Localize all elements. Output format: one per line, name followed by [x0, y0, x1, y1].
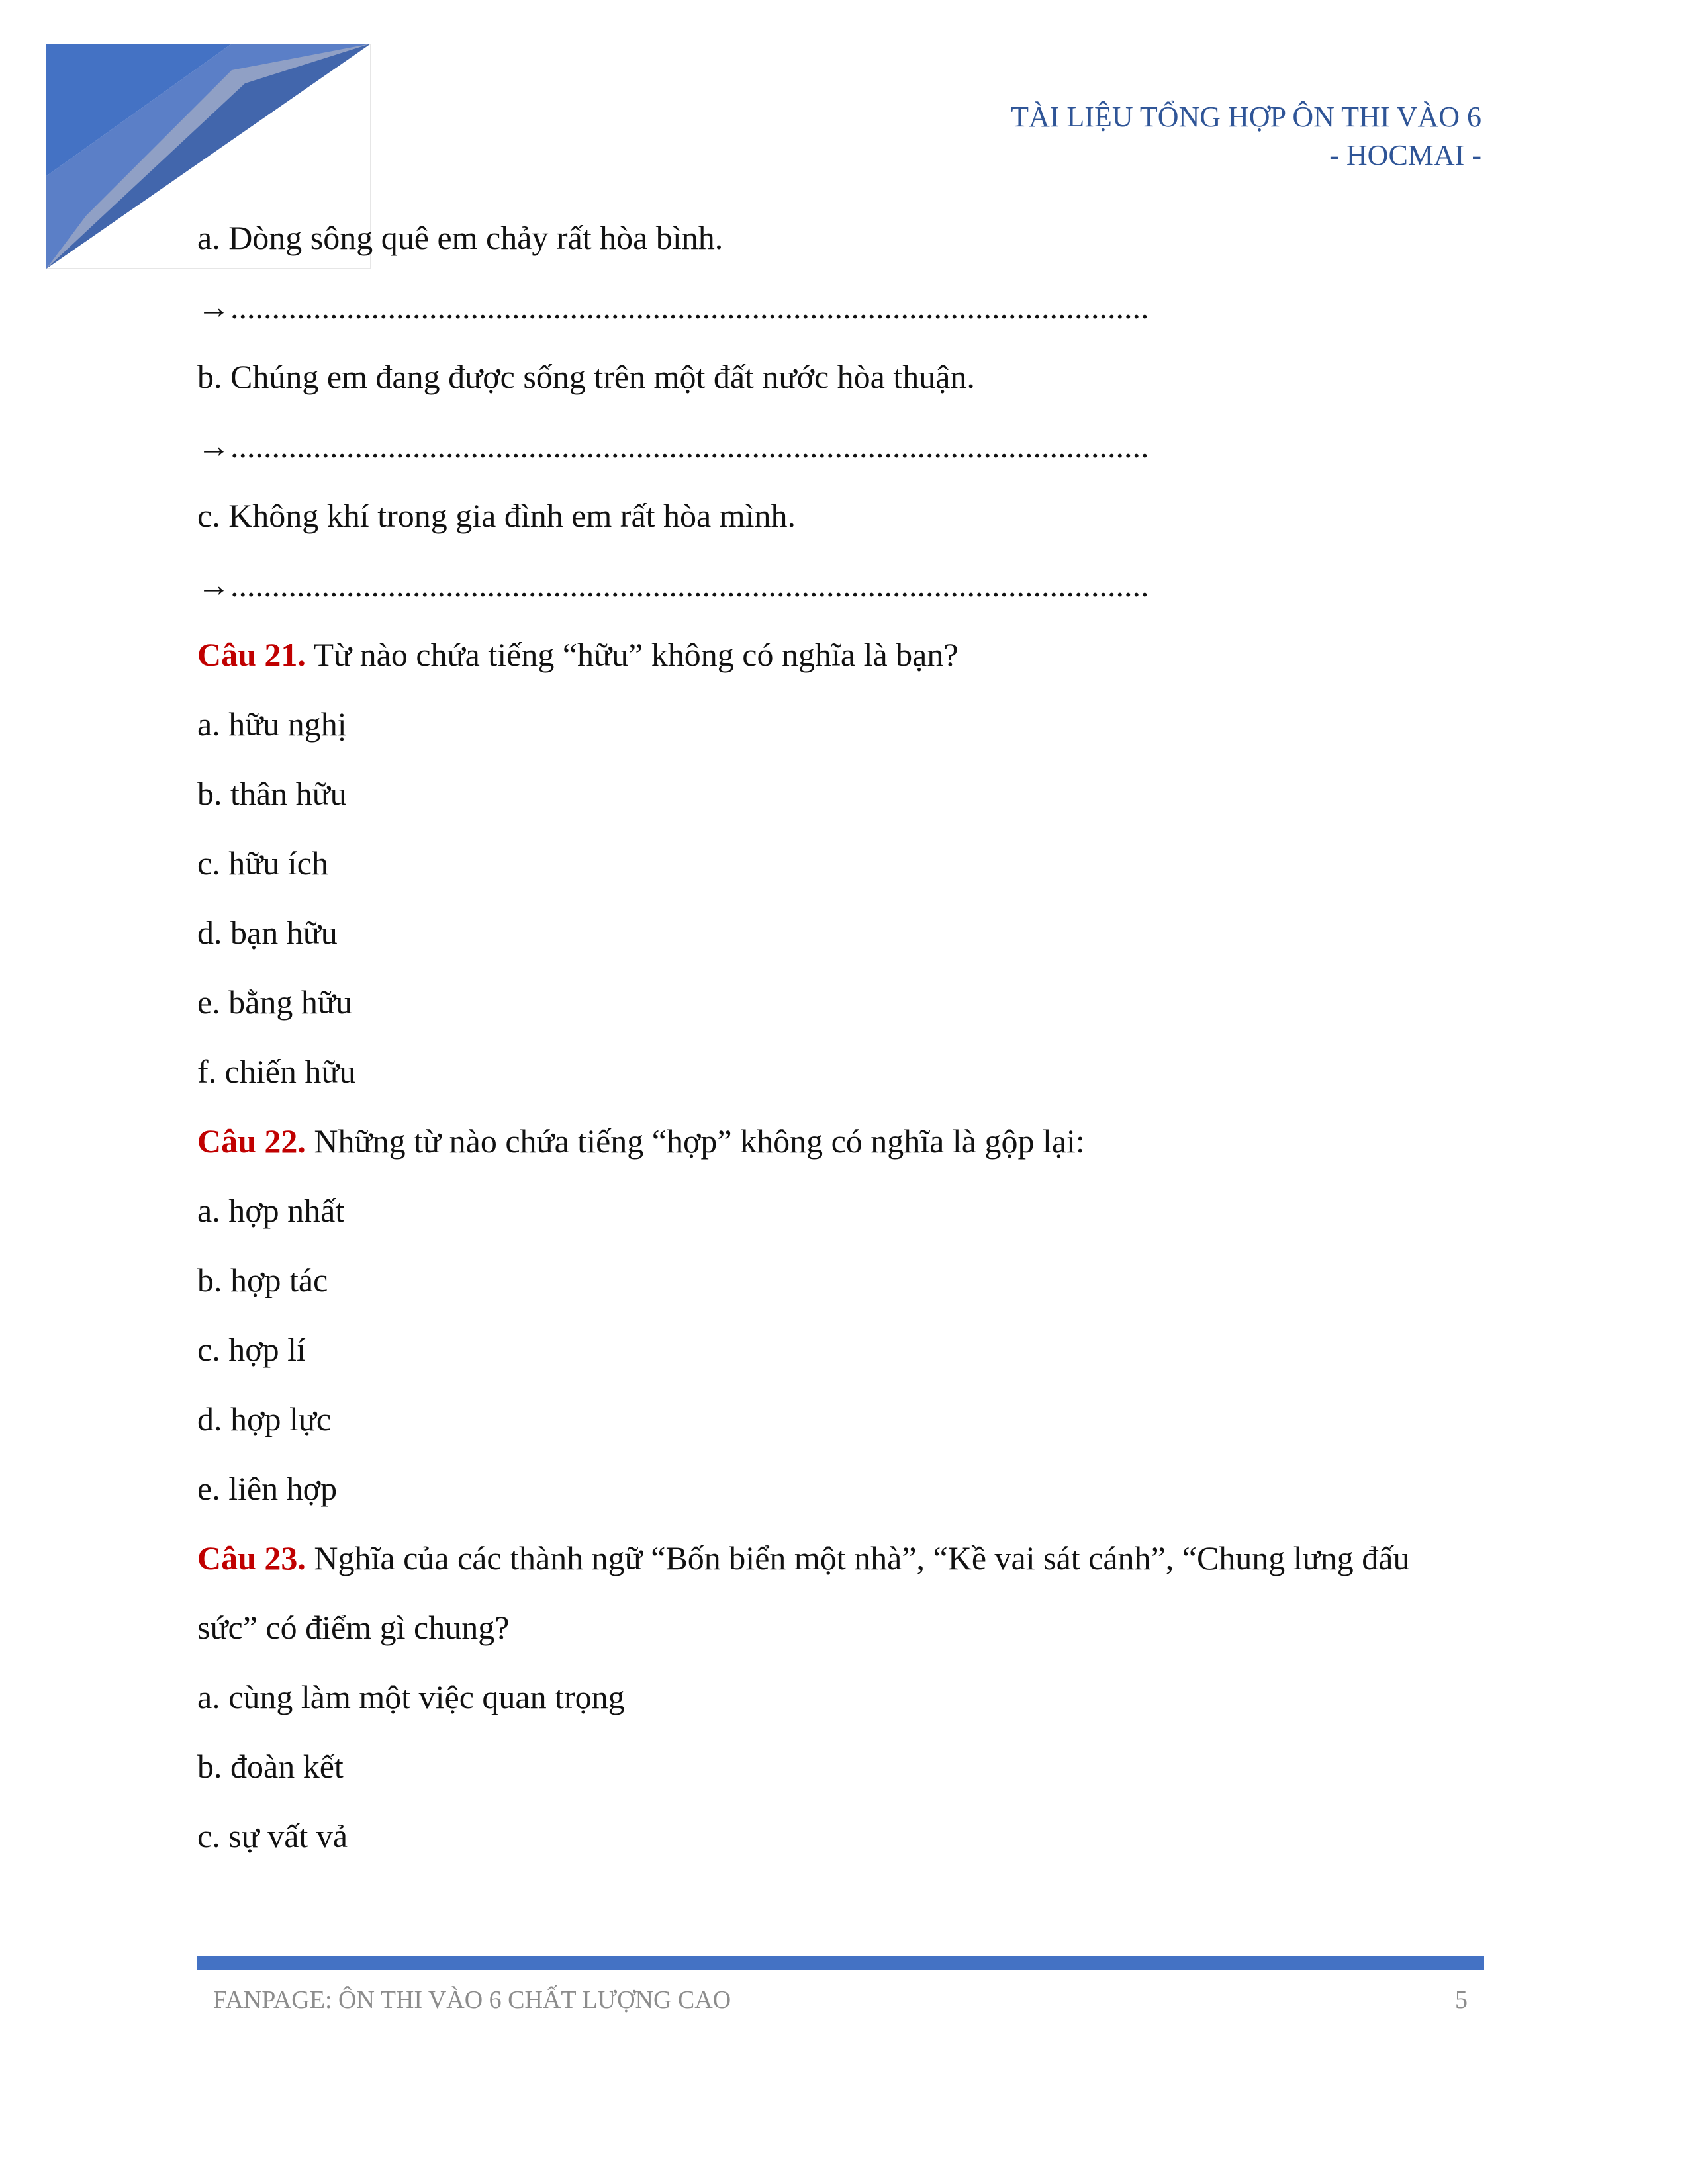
option-item: e. liên hợp [197, 1470, 338, 1507]
question-text-continued: sức” có điểm gì chung? [197, 1609, 510, 1646]
option-item: a. cùng làm một việc quan trọng [197, 1678, 625, 1715]
option-item: b. đoàn kết [197, 1748, 344, 1785]
question-label: Câu 23. [197, 1539, 306, 1576]
exercise-item-b: b. Chúng em đang được sống trên một đất nước hòa thuận. [197, 358, 975, 395]
answer-line-b: →............................................................................................................... [197, 428, 1149, 465]
answer-line-c: →............................................................................................................... [197, 567, 1149, 604]
page-content [197, 218, 1488, 1886]
option-item: c. sự vất vả [197, 1817, 348, 1854]
question-text: Từ nào chứa tiếng “hữu” không có nghĩa là bạn? [305, 636, 959, 673]
exercise-item-a: a. Dòng sông quê em chảy rất hòa bình. [197, 219, 724, 256]
header-title: TÀI LIỆU TỔNG HỢP ÔN THI VÀO 6 [1011, 101, 1481, 133]
answer-line-a: →............................................................................................................... [197, 289, 1149, 326]
question-text: Nghĩa của các thành ngữ “Bốn biển một nhà”, “Kề vai sát cánh”, “Chung lưng đấu [305, 1539, 1410, 1576]
option-item: d. bạn hữu [197, 914, 338, 951]
document-header [1011, 98, 1481, 175]
option-item: c. hợp lí [197, 1331, 306, 1368]
option-item: d. hợp lực [197, 1400, 332, 1437]
option-item: b. thân hữu [197, 775, 347, 812]
header-subtitle: - HOCMAI - [1329, 139, 1481, 171]
option-item: a. hữu nghị [197, 705, 347, 743]
exercise-item-c: c. Không khí trong gia đình em rất hòa mình. [197, 497, 796, 534]
question-22 [197, 1122, 1488, 1160]
question-label: Câu 22. [197, 1122, 306, 1160]
option-item: e. bằng hữu [197, 983, 352, 1021]
page-number: 5 [1455, 1986, 1468, 2014]
option-item: c. hữu ích [197, 844, 328, 882]
footer-fanpage: FANPAGE: ÔN THI VÀO 6 CHẤT LƯỢNG CAO [213, 1986, 731, 2014]
question-label: Câu 21. [197, 636, 306, 673]
footer-divider [197, 1956, 1484, 1970]
option-item: f. chiến hữu [197, 1053, 356, 1090]
question-text: Những từ nào chứa tiếng “hợp” không có nghĩa là gộp lại: [305, 1122, 1085, 1160]
option-item: a. hợp nhất [197, 1192, 345, 1229]
option-item: b. hợp tác [197, 1261, 328, 1298]
question-23 [197, 1539, 1495, 1577]
question-21 [197, 635, 1488, 674]
